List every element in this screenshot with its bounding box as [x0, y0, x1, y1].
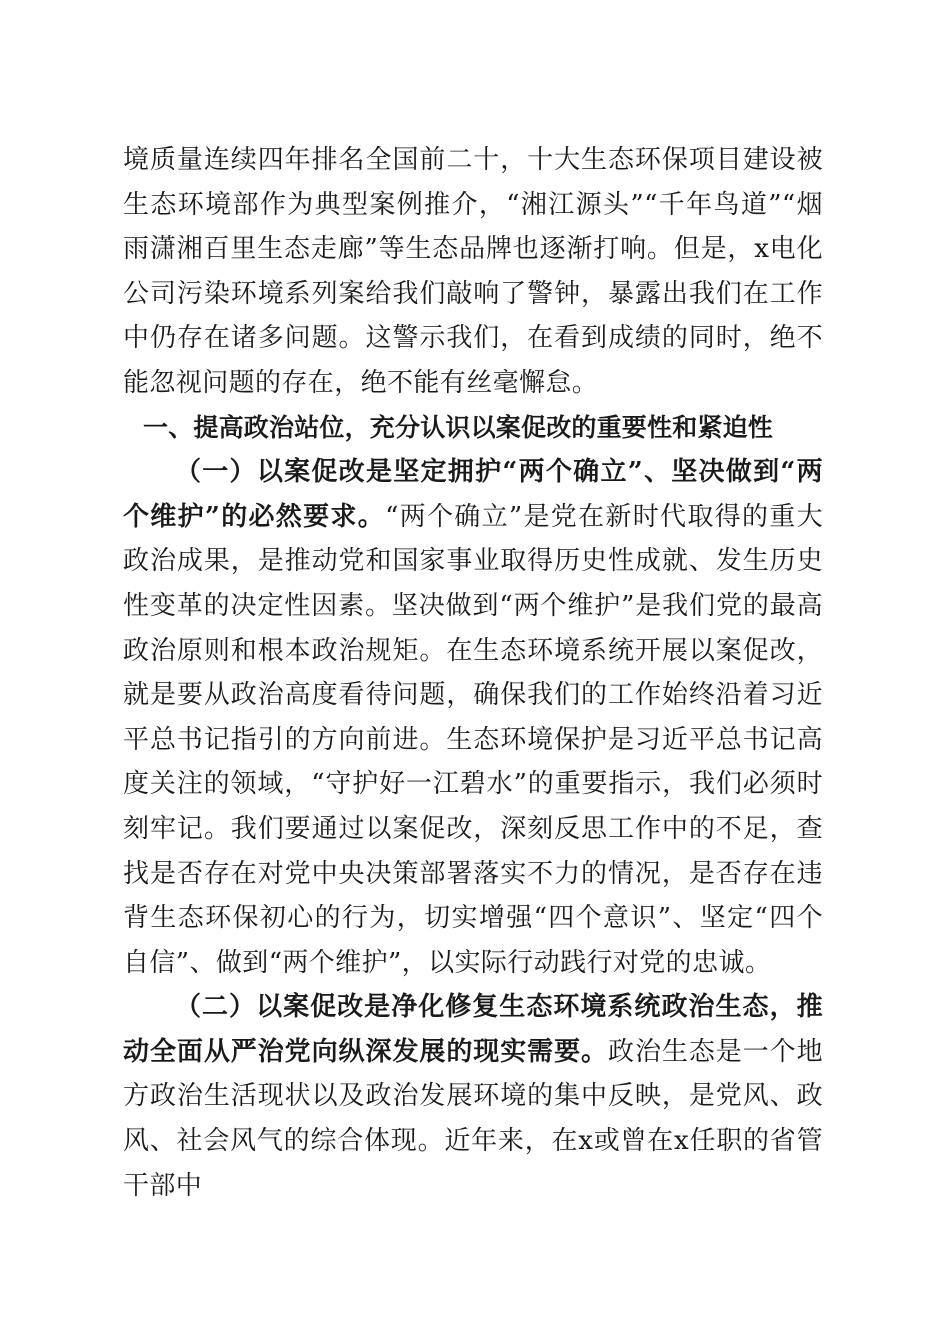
section-1-paragraph	[123, 450, 823, 985]
section-heading-1: 一、提高政治站位，充分认识以案促改的重要性和紧迫性	[143, 412, 774, 442]
section-2-lead: （二）以案促改是净化修复生态环境系统政治生态，推动全面从严治党向纵深发展的现实需要。	[123, 992, 823, 1067]
section-1-lead: （一）以案促改是坚定拥护“两个确立”、坚决做到“两个维护”的必然要求。	[123, 457, 823, 532]
intro-paragraph: 境质量连续四年排名全国前二十，十大生态环保项目建设被生态环境部作为典型案例推介，“湘江源头”“千年鸟道”“烟雨潇湘百里生态走廊”等生态品牌也逐渐打响。但是，x电化公司污染环境系列案给我们敲响了警钟，暴露出我们在工作中仍存在诸多问题。这警示我们，在看到成绩的同时，绝不能忽视问题的存在，绝不能有丝毫懈怠。	[123, 145, 823, 398]
section-2-text: 政治生态是一个地方政治生活现状以及政治发展环境的集中反映，是党风、政风、社会风气的综合体现。近年来，在x或曾在x任职的省管干部中	[123, 1036, 824, 1201]
section-2-paragraph	[123, 985, 823, 1208]
section-1-text: “两个确立”是党在新时代取得的重大政治成果，是推动党和国家事业取得历史性成就、发生历史性变革的决定性因素。坚决做到“两个维护”是我们党的最高政治原则和根本政治规矩。在生态环境系统开展以案促改，就是要从政治高度看待问题，确保我们的工作始终沿着习近平总书记指引的方向前进。生态环境保护是习近平总书记高度关注的领域，“守护好一江碧水”的重要指示，我们必须时刻牢记。我们要通过以案促改，深刻反思工作中的不足，查找是否存在对党中央决策部署落实不力的情况，是否存在违背生态环保初心的行为，切实增强“四个意识”、坚定“四个自信”、做到“两个维护”，以实际行动践行对党的忠诚。	[123, 501, 823, 978]
document-body	[123, 138, 823, 1208]
